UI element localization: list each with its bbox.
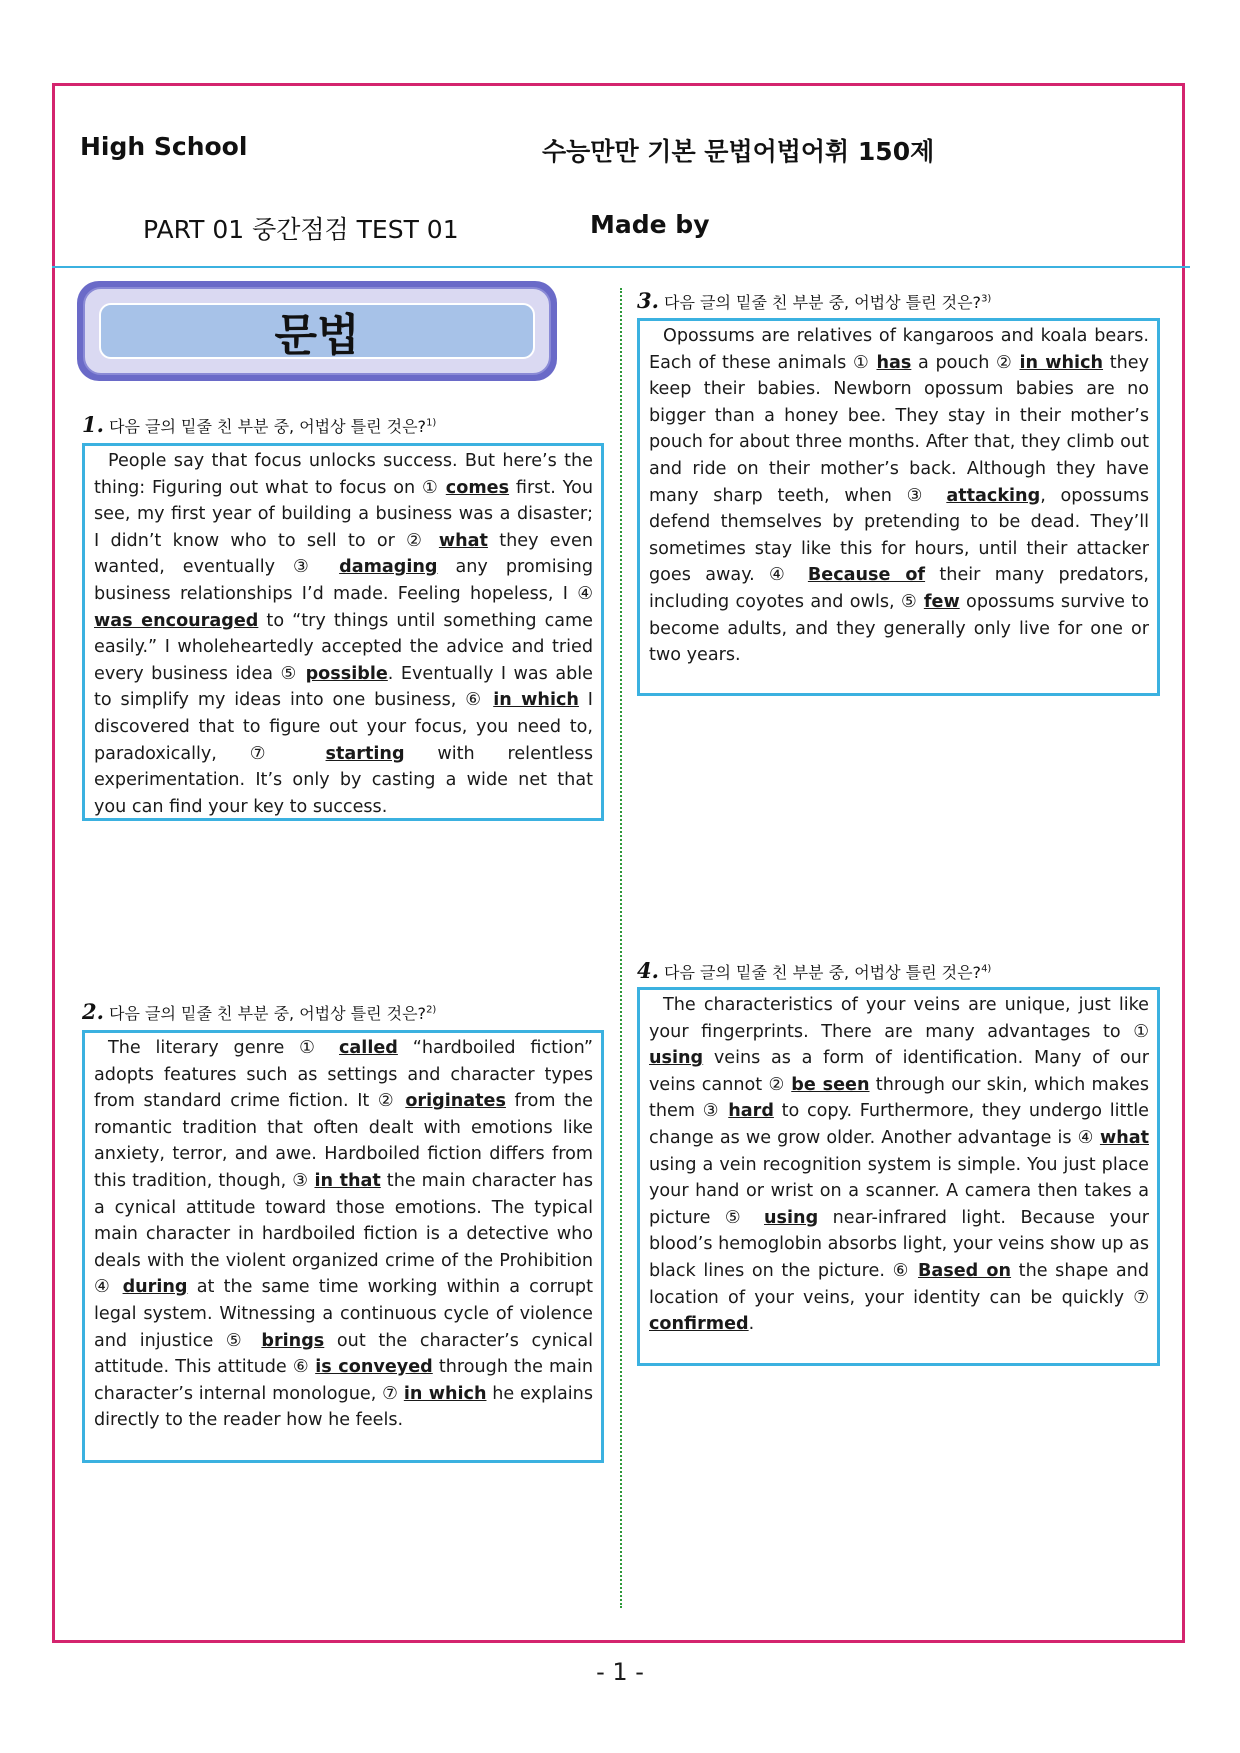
question-number: 4. <box>637 958 659 983</box>
passage-segment: , opossums defend themselves by pretending to be dead. They’ll sometimes stay like this for hours, until their attacker goes away. ④ <box>649 485 1150 586</box>
question-number: 1. <box>82 412 104 437</box>
passage-segment: first. You see, my first year of building a business was a disaster; I didn’t know who to sell to or ② <box>94 477 593 551</box>
passage-segment: he explains directly to the reader how he feels. <box>94 1383 593 1431</box>
header-school: High School <box>80 132 248 161</box>
underlined-choice: has <box>876 352 912 373</box>
question-4-title <box>637 958 991 983</box>
underlined-choice: what <box>1099 1127 1149 1148</box>
passage-segment: they even wanted, eventually ③ <box>94 530 594 578</box>
header-divider <box>52 266 1190 268</box>
passage-segment: I discovered that to figure out your focus, you need to, paradoxically, ⑦ <box>94 690 593 764</box>
passage-segment: at the same time working within a corrupt legal system. Witnessing a continuous cycle of violence and injustice ⑤ <box>94 1277 593 1351</box>
passage-segment: with relentless experimentation. It’s only by casting a wide net that you can find your key to success. <box>94 743 593 817</box>
underlined-choice: using <box>764 1207 819 1228</box>
underlined-choice: Because of <box>807 565 926 586</box>
footnote-ref: 1) <box>426 417 437 429</box>
underlined-choice: during <box>122 1277 188 1298</box>
passage-segment: “hardboiled fiction” adopts features such as settings and character types from standard crime fiction. It ② <box>94 1038 593 1112</box>
passage-segment: Opossums are relatives of kangaroos and koala bears. Each of these animals ① <box>649 326 1149 373</box>
passage-segment: the shape and location of your veins, your identity can be quickly ⑦ <box>649 1260 1149 1308</box>
column-divider <box>620 288 622 1608</box>
underlined-choice: starting <box>325 743 405 764</box>
underlined-choice: few <box>923 591 960 612</box>
underlined-choice: damaging <box>339 557 438 578</box>
underlined-choice: hard <box>728 1101 774 1122</box>
passage-text <box>649 992 1149 1338</box>
question-prompt: 다음 글의 밑줄 친 부분 중, 어법상 틀린 것은? <box>664 293 982 312</box>
passage-segment: a pouch ② <box>911 352 1020 373</box>
passage-segment: out the character’s cynical attitude. This attitude ⑥ <box>94 1330 593 1378</box>
underlined-choice: is conveyed <box>315 1357 433 1378</box>
underlined-choice: comes <box>445 477 510 498</box>
passage-segment: People say that focus unlocks success. But here’s the thing: Figuring out what to focus on ① <box>94 451 593 498</box>
passage-segment: near-infrared light. Because your blood’s hemoglobin absorbs light, your veins show up as black lines on the picture. ⑥ <box>649 1207 1149 1281</box>
underlined-choice: in which <box>403 1383 487 1404</box>
underlined-choice: what <box>438 530 488 551</box>
underlined-choice: be seen <box>791 1074 870 1095</box>
passage-segment: any promising business relationships I’d made. Feeling hopeless, I ④ <box>94 557 593 604</box>
passage-segment: The literary genre ① <box>108 1038 339 1058</box>
page-number: - 1 - <box>596 1658 644 1686</box>
underlined-choice: in which <box>1019 352 1104 373</box>
passage-segment: opossums survive to become adults, and they generally only live for one or two years. <box>649 591 1150 666</box>
passage-segment: through our skin, which makes them ③ <box>649 1074 1150 1122</box>
underlined-choice: attacking <box>946 485 1041 506</box>
passage-segment: to “try things until something came easily.” I wholeheartedly accepted the advice and tried every business idea ⑤ <box>94 610 593 684</box>
question-number: 3. <box>637 288 659 313</box>
question-4-passage <box>637 987 1160 1366</box>
footnote-ref: 3) <box>981 293 992 305</box>
question-prompt: 다음 글의 밑줄 친 부분 중, 어법상 틀린 것은? <box>109 1004 427 1023</box>
underlined-choice: using <box>649 1048 704 1069</box>
passage-segment: their many predators, including coyotes and owls, ⑤ <box>649 565 1149 612</box>
question-2-title <box>82 999 436 1024</box>
underlined-choice: Based on <box>918 1260 1012 1281</box>
underlined-choice: in which <box>493 690 579 711</box>
passage-segment: to copy. Furthermore, they undergo little change as we grow older. Another advantage is ④ <box>649 1101 1149 1148</box>
underlined-choice: was encouraged <box>94 610 259 631</box>
passage-text <box>649 323 1149 669</box>
header-book-title: 수능만만 기본 문법어법어휘 150제 <box>542 137 935 166</box>
passage-segment: The characteristics of your veins are unique, just like your fingerprints. There are many advantages to ① <box>649 995 1149 1042</box>
passage-text <box>94 448 593 820</box>
question-3-passage <box>637 318 1160 696</box>
header-part: PART 01 중간점검 TEST 01 <box>143 215 459 244</box>
section-banner-label: 문법 <box>99 303 535 359</box>
passage-segment: from the romantic tradition that often dealt with emotions like anxiety, terror, and awe. Hardboiled fiction differs from this tradition, though, ③ <box>94 1091 593 1191</box>
passage-segment: they keep their babies. Newborn opossum babies are no bigger than a honey bee. They stay in their mother’s pouch for about three months. After that, they climb out and ride on their mother’s back. Although they have many sharp teeth, when ③ <box>649 352 1149 506</box>
question-prompt: 다음 글의 밑줄 친 부분 중, 어법상 틀린 것은? <box>109 417 427 436</box>
question-number: 2. <box>82 999 104 1024</box>
footnote-ref: 2) <box>426 1004 437 1016</box>
passage-segment: veins as a form of identification. Many of our veins cannot ② <box>649 1048 1149 1095</box>
passage-segment: using a vein recognition system is simple. You just place your hand or wrist on a scanner. A camera then takes a picture ⑤ <box>649 1154 1149 1228</box>
passage-segment: through the main character’s internal monologue, ⑦ <box>94 1357 593 1404</box>
question-prompt: 다음 글의 밑줄 친 부분 중, 어법상 틀린 것은? <box>664 963 982 982</box>
footnote-ref: 4) <box>981 963 992 975</box>
question-2-passage <box>82 1030 604 1463</box>
passage-segment: . Eventually I was able to simplify my ideas into one business, ⑥ <box>94 663 593 711</box>
passage-text <box>94 1035 593 1434</box>
question-1-title <box>82 412 436 437</box>
underlined-choice: originates <box>405 1091 506 1112</box>
section-banner <box>77 281 557 381</box>
passage-segment: . <box>748 1314 755 1335</box>
underlined-choice: in that <box>314 1170 381 1191</box>
header-made-by: Made by <box>590 210 710 239</box>
question-1-passage <box>82 443 604 821</box>
underlined-choice: brings <box>261 1330 325 1351</box>
passage-segment: the main character has a cynical attitude toward those emotions. The typical main character in hardboiled fiction is a detective who deals with the violent organized crime of the Prohibition ④ <box>94 1170 594 1298</box>
question-3-title <box>637 288 991 313</box>
underlined-choice: called <box>339 1038 398 1058</box>
underlined-choice: confirmed <box>649 1314 749 1335</box>
underlined-choice: possible <box>305 663 388 684</box>
